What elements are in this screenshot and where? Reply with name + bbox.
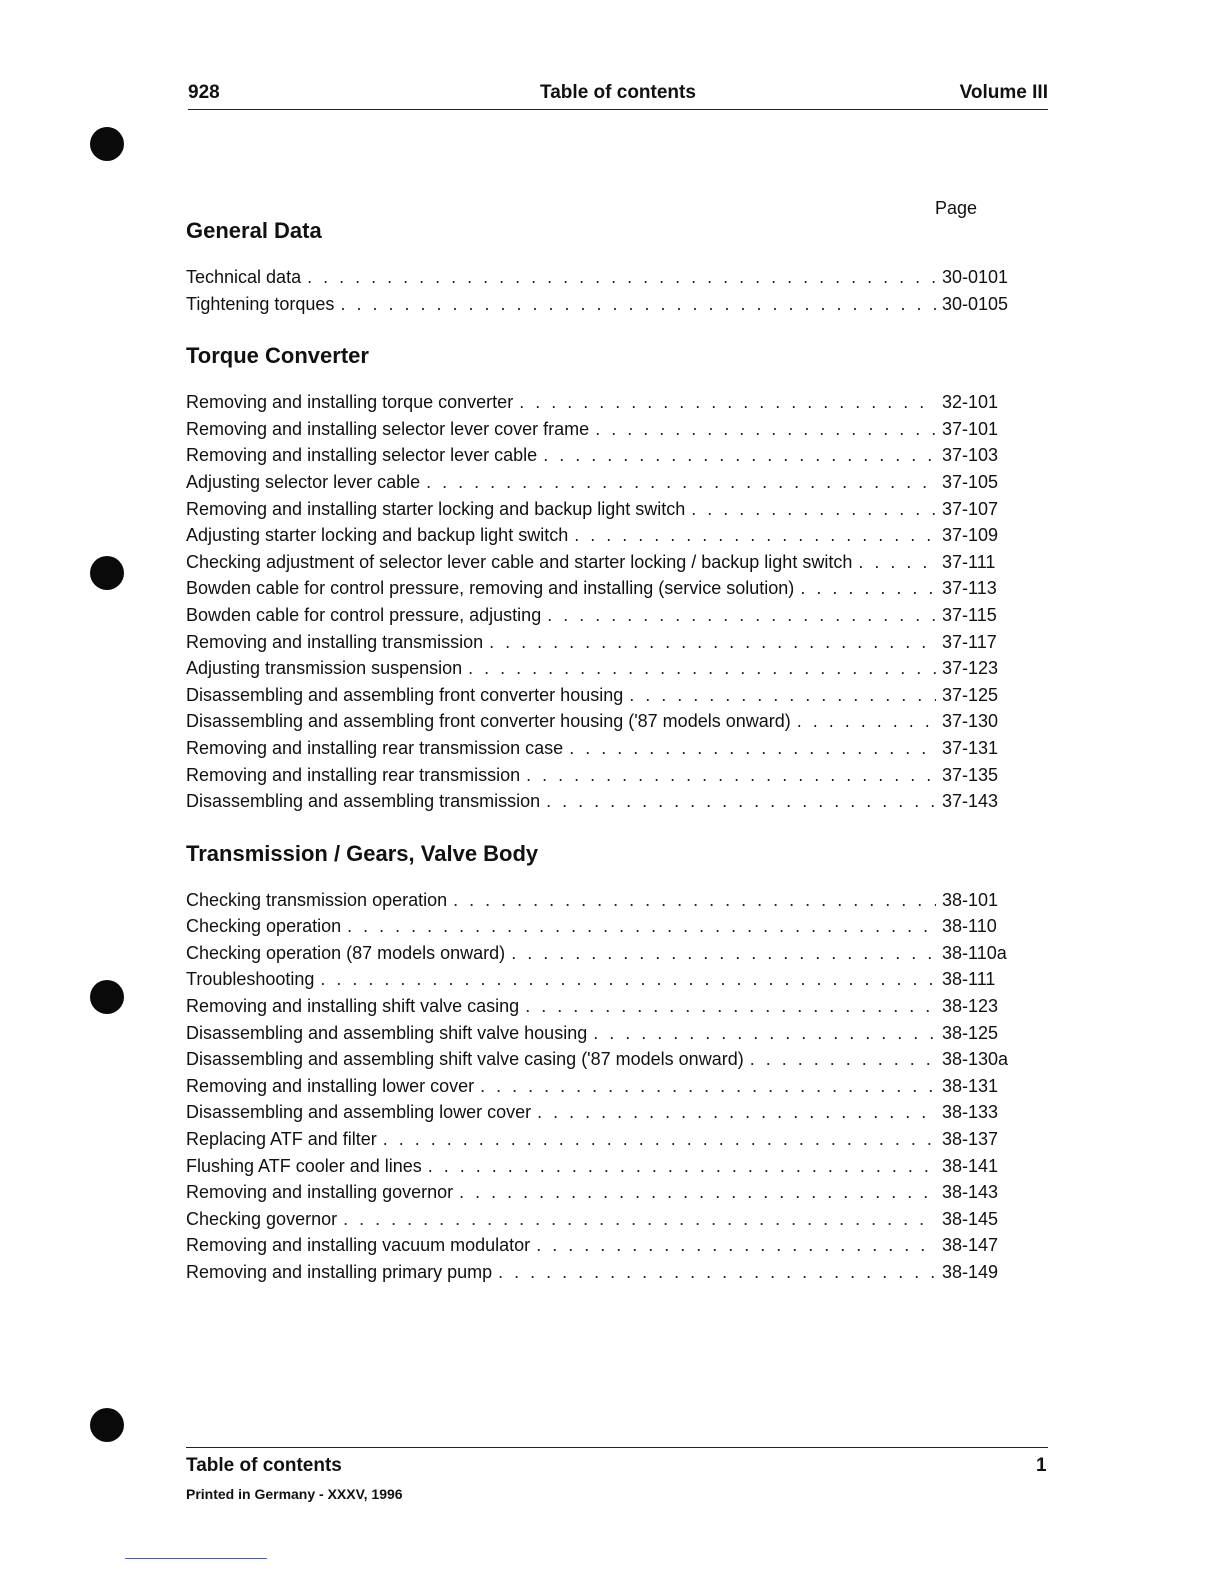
entry-title: Bowden cable for control pressure, removing and installing (service solution)	[186, 578, 795, 599]
section-title: Torque Converter	[186, 343, 369, 369]
entry-title: Removing and installing lower cover	[186, 1075, 475, 1096]
entry-page: 30-0105	[942, 293, 1009, 314]
entry-title: Removing and installing transmission	[186, 631, 484, 652]
toc-entry	[186, 1126, 1026, 1153]
entry-title: Removing and installing selector lever cover frame	[186, 418, 590, 439]
footer-page-number: 1	[1036, 1455, 1047, 1476]
entry-title: Bowden cable for control pressure, adjusting	[186, 604, 542, 625]
toc-entry	[186, 913, 1026, 940]
toc-entry	[186, 264, 1026, 291]
binder-hole-2	[90, 556, 124, 590]
toc-entry	[186, 762, 1026, 789]
toc-entry	[186, 522, 1026, 549]
entry-title: Removing and installing primary pump	[186, 1262, 493, 1282]
toc-entry-list	[186, 389, 1026, 815]
entry-title: Replacing ATF and filter	[186, 1129, 377, 1150]
dot-leader	[691, 496, 936, 523]
dot-leader	[800, 575, 936, 602]
entry-page: 38-143	[942, 1182, 999, 1203]
toc-entry	[186, 1153, 1026, 1180]
entry-page: 37-109	[942, 525, 999, 546]
entry-title: Removing and installing starter locking and backup light switch	[186, 498, 686, 519]
footer-rule	[186, 1447, 1048, 1448]
toc-section	[186, 341, 1026, 815]
entry-page: 37-135	[942, 764, 999, 785]
binder-hole-1	[90, 127, 124, 161]
toc-entry	[186, 708, 1026, 735]
entry-page: 37-130	[942, 711, 999, 732]
scan-artifact-line	[125, 1558, 267, 1559]
entry-page: 38-145	[942, 1208, 999, 1229]
toc-entry-list	[186, 887, 1026, 1286]
dot-leader	[343, 1206, 936, 1233]
entry-page: 38-141	[942, 1155, 999, 1176]
entry-page: 38-110	[942, 916, 997, 937]
binder-hole-4	[90, 1408, 124, 1442]
footer-title: Table of contents	[186, 1455, 342, 1476]
toc-entry	[186, 1259, 1026, 1286]
dot-leader	[547, 602, 936, 629]
dot-leader	[569, 735, 936, 762]
toc-entry	[186, 442, 1026, 469]
entry-title: Adjusting transmission suspension	[186, 658, 463, 679]
entry-title: Disassembling and assembling shift valve casing ('87 models onward)	[186, 1049, 744, 1070]
toc-entry	[186, 1046, 1026, 1073]
toc-entry	[186, 416, 1026, 443]
entry-title: Removing and installing shift valve casing	[186, 996, 520, 1017]
entry-page: 37-131	[942, 737, 999, 758]
entry-title: Checking operation (87 models onward)	[186, 942, 506, 963]
entry-page: 37-115	[942, 604, 997, 625]
dot-leader	[519, 389, 936, 416]
dot-leader	[480, 1073, 936, 1100]
section-gap	[186, 815, 1026, 839]
dot-leader	[546, 788, 936, 815]
entry-page: 37-107	[942, 498, 999, 519]
entry-title: Disassembling and assembling front converter housing ('87 models onward)	[186, 711, 791, 732]
entry-page: 37-143	[942, 791, 999, 812]
dot-leader	[574, 522, 936, 549]
entry-page: 38-131	[942, 1075, 999, 1096]
toc-entry	[186, 1179, 1026, 1206]
dot-leader	[489, 629, 936, 656]
toc-entry	[186, 469, 1026, 496]
volume-label: Volume III	[959, 82, 1048, 103]
entry-page: 38-133	[942, 1102, 999, 1123]
entry-title: Removing and installing governor	[186, 1182, 454, 1203]
entry-title: Disassembling and assembling shift valve housing	[186, 1022, 588, 1043]
entry-page: 37-123	[942, 658, 999, 679]
entry-title: Checking adjustment of selector lever cable and starter locking / backup light switch	[186, 551, 853, 572]
toc-entry	[186, 1073, 1026, 1100]
toc-entry	[186, 655, 1026, 682]
dot-leader	[526, 762, 936, 789]
entry-page: 38-125	[942, 1022, 999, 1043]
header-title: Table of contents	[540, 82, 696, 103]
dot-leader	[459, 1179, 936, 1206]
entry-page: 38-137	[942, 1129, 999, 1150]
entry-title: Checking transmission operation	[186, 889, 448, 910]
entry-page: 32-101	[942, 392, 999, 413]
entry-title: Tightening torques	[186, 293, 335, 314]
dot-leader	[525, 993, 936, 1020]
toc-entry	[186, 993, 1026, 1020]
dot-leader	[498, 1259, 936, 1286]
entry-page: 37-103	[942, 445, 999, 466]
entry-title: Disassembling and assembling front converter housing	[186, 684, 624, 705]
dot-leader	[468, 655, 936, 682]
entry-page: 37-125	[942, 684, 999, 705]
dot-leader	[543, 442, 936, 469]
toc-entry	[186, 291, 1026, 318]
toc-entry-list	[186, 264, 1026, 317]
toc-entry	[186, 602, 1026, 629]
entry-title: Troubleshooting	[186, 969, 315, 990]
section-gap	[186, 317, 1026, 341]
toc-entry	[186, 629, 1026, 656]
entry-title: Removing and installing rear transmission	[186, 764, 521, 785]
toc-entry	[186, 788, 1026, 815]
dot-leader	[595, 416, 936, 443]
header-rule	[188, 109, 1048, 110]
dot-leader	[537, 1099, 936, 1126]
toc-entry	[186, 1232, 1026, 1259]
dot-leader	[340, 291, 936, 318]
dot-leader	[307, 264, 936, 291]
entry-page: 38-149	[942, 1262, 999, 1282]
toc-section	[186, 839, 1026, 1286]
toc-entry	[186, 682, 1026, 709]
printed-note: Printed in Germany - XXXV, 1996	[186, 1486, 403, 1502]
toc-entry	[186, 1020, 1026, 1047]
dot-leader	[797, 708, 936, 735]
toc-entry	[186, 1099, 1026, 1126]
binder-hole-3	[90, 980, 124, 1014]
entry-title: Checking operation	[186, 916, 342, 937]
page-header	[188, 82, 1048, 110]
toc-entry	[186, 389, 1026, 416]
toc-entry	[186, 940, 1026, 967]
entry-page: 38-110a	[942, 942, 1007, 963]
toc-section	[186, 216, 1026, 317]
dot-leader	[750, 1046, 936, 1073]
toc-entry	[186, 575, 1026, 602]
entry-title: Flushing ATF cooler and lines	[186, 1155, 422, 1176]
entry-title: Adjusting starter locking and backup light switch	[186, 525, 569, 546]
dot-leader	[383, 1126, 936, 1153]
entry-title: Removing and installing rear transmission case	[186, 737, 564, 758]
dot-leader	[453, 887, 936, 914]
dot-leader	[347, 913, 936, 940]
entry-page: 38-130a	[942, 1049, 1009, 1070]
page-column-label: Page	[935, 198, 978, 218]
entry-title: Checking governor	[186, 1208, 338, 1229]
dot-leader	[426, 469, 936, 496]
entry-title: Adjusting selector lever cable	[186, 471, 421, 492]
entry-title: Disassembling and assembling transmission	[186, 791, 541, 812]
entry-page: 37-105	[942, 471, 999, 492]
entry-page: 38-147	[942, 1235, 999, 1256]
entry-title: Disassembling and assembling lower cover	[186, 1102, 532, 1123]
dot-leader	[320, 966, 936, 993]
dot-leader	[858, 549, 936, 576]
dot-leader	[629, 682, 936, 709]
dot-leader	[428, 1153, 936, 1180]
entry-page: 38-111	[942, 969, 996, 990]
entry-page: 37-117	[942, 631, 997, 652]
entry-title: Removing and installing torque converter	[186, 392, 514, 413]
entry-title: Removing and installing selector lever cable	[186, 445, 538, 466]
toc-entry	[186, 1206, 1026, 1233]
entry-page: 37-111	[942, 551, 996, 572]
dot-leader	[593, 1020, 936, 1047]
table-of-contents	[186, 216, 1026, 1286]
toc-entry	[186, 887, 1026, 914]
toc-entry	[186, 496, 1026, 523]
entry-title: Technical data	[186, 267, 302, 287]
model-number: 928	[188, 82, 220, 103]
entry-page: 30-0101	[942, 267, 1009, 287]
dot-leader	[511, 940, 936, 967]
entry-page: 38-123	[942, 996, 999, 1017]
entry-title: Removing and installing vacuum modulator	[186, 1235, 531, 1256]
section-title: General Data	[186, 218, 322, 243]
toc-entry	[186, 735, 1026, 762]
section-title: Transmission / Gears, Valve Body	[186, 840, 539, 866]
toc-entry	[186, 549, 1026, 576]
entry-page: 37-113	[942, 578, 997, 599]
entry-page: 38-101	[942, 889, 999, 910]
entry-page: 37-101	[942, 418, 999, 439]
dot-leader	[536, 1232, 936, 1259]
toc-entry	[186, 966, 1026, 993]
